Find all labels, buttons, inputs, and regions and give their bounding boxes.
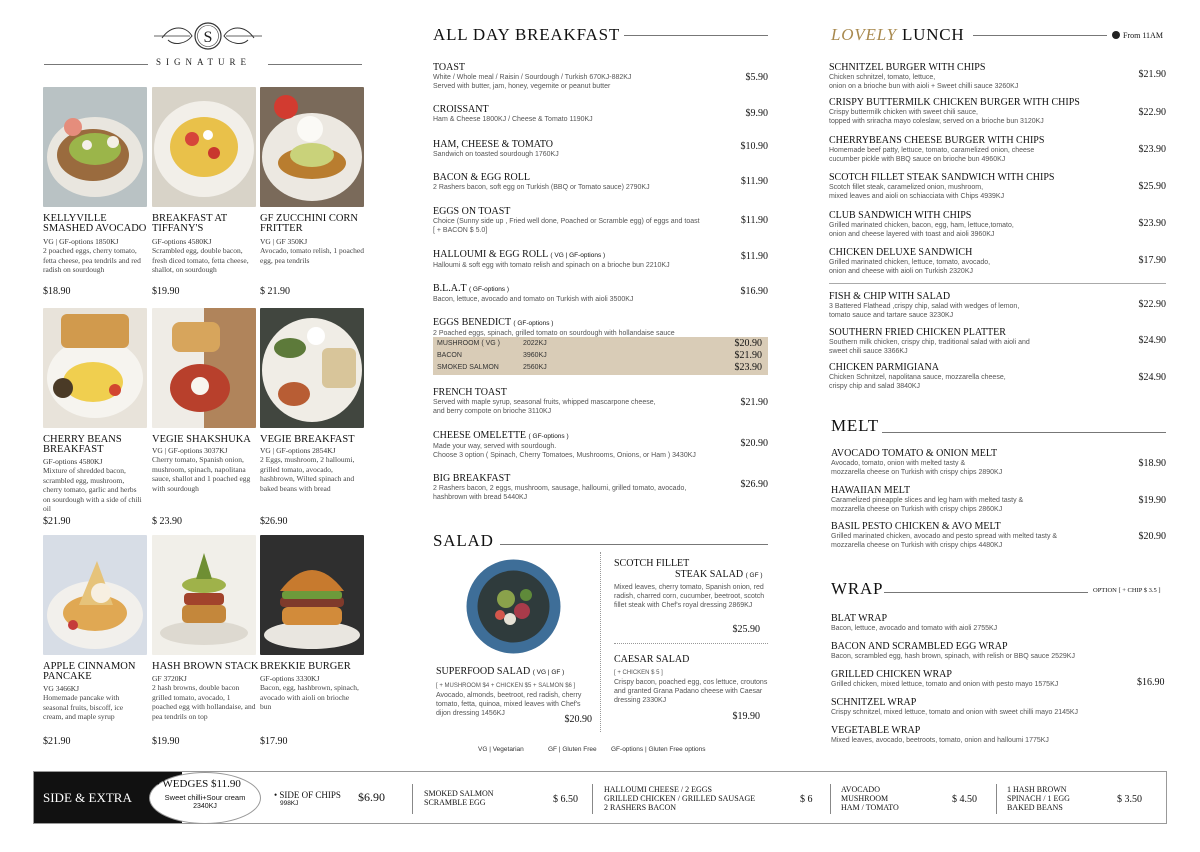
- benedict-option-name: BACON: [437, 352, 462, 359]
- item-desc: topped with sriracha mayo coleslaw, served on a brioche bun 3120KJ: [829, 118, 1044, 125]
- dish-meta: VG | GF-options 2854KJ: [260, 446, 336, 455]
- dish-photo-apple-pancake: [43, 535, 147, 655]
- wedges-name: WEDGES: [162, 778, 209, 790]
- dish-name: BREAKFAST AT TIFFANY'S: [152, 213, 227, 234]
- item-desc: Mixed leaves, cherry tomato, Spanish onion, red radish, charred corn, cucumber, beetroot, scotch fillet steak with Chef's royal dressing 2869KJ: [614, 584, 765, 609]
- item-price: $22.90: [1138, 299, 1166, 310]
- dish-desc: Mixture of shredded bacon, scrambled egg, mushroom, cherry tomato, garlic and herbs on sourdough with a side of chili oil: [43, 466, 142, 513]
- side-halloumi: [604, 785, 755, 812]
- item-name: [433, 283, 768, 295]
- dish-meta: VG | GF-options 1850KJ: [43, 237, 119, 246]
- item-name: HAWAIIAN MELT: [831, 485, 911, 496]
- item-desc: Served with butter, jam, honey, vegemite or peanut butter: [433, 83, 611, 90]
- dish-detail: [43, 684, 151, 722]
- dish-detail: [152, 446, 260, 493]
- side-salmon-line: SMOKED SALMON: [424, 789, 494, 798]
- dish-meta: GF-options 4580KJ: [43, 457, 103, 466]
- dish-photo-hash-brown-stack: [152, 535, 256, 655]
- dish-detail: [152, 237, 260, 275]
- menu-item: [831, 725, 1131, 745]
- dish-name: VEGIE SHAKSHUKA: [152, 434, 251, 445]
- item-desc: mixed leaves and aioli on schiacciata with Chips 4939KJ: [829, 193, 1005, 200]
- menu-item: [829, 362, 1166, 391]
- item-desc: Crispy buttermilk chicken with sweet chili sauce,: [829, 109, 978, 116]
- side-halloumi-price: $ 6: [800, 794, 813, 805]
- dish-photo-breakfast-tiffanys: [152, 87, 256, 207]
- dish-detail: [260, 674, 368, 712]
- item-tag: ( VG | GF-options ): [550, 252, 606, 259]
- side-salmon: [424, 789, 494, 807]
- item-price: $26.90: [740, 479, 768, 490]
- dish-photo-cherry-beans-breakfast: [43, 308, 147, 428]
- dish-photo-brekkie-burger: [260, 535, 364, 655]
- divider: [592, 784, 593, 814]
- item-name-text: B.L.A.T: [433, 283, 467, 294]
- item-desc: sweet chili sauce 3366KJ: [829, 348, 908, 355]
- item-price: $22.90: [1138, 107, 1166, 118]
- dish-detail: [260, 237, 368, 265]
- dish-price: $ 21.90: [260, 286, 290, 297]
- item-name: [433, 430, 768, 442]
- dish-name: [43, 662, 143, 682]
- side-avocado-line: MUSHROOM: [841, 794, 889, 803]
- lunch-title-rest: LUNCH: [901, 25, 965, 44]
- benedict-option-name: MUSHROOM ( VG ): [437, 340, 500, 347]
- item-price: $24.90: [1138, 372, 1166, 383]
- menu-item: [433, 387, 768, 416]
- dish-photo-smashed-avocado: [43, 87, 147, 207]
- superfood-salad-photo: [466, 559, 561, 654]
- dish-meta: VG 3466KJ: [43, 684, 80, 693]
- menu-item: [829, 135, 1166, 164]
- item-price: $16.90: [740, 286, 768, 297]
- side-avocado: [841, 785, 899, 812]
- item-name: CRISPY BUTTERMILK CHICKEN BURGER WITH CHIPS: [829, 97, 1080, 108]
- superfood-salad: [436, 666, 592, 725]
- item-price: $17.90: [1138, 255, 1166, 266]
- dish-photo-zucchini-fritter: [260, 87, 364, 207]
- signature-title: SIGNATURE: [156, 57, 252, 67]
- legend-gf: GF | Gluten Free: [548, 746, 597, 753]
- dish-detail: [260, 446, 368, 493]
- menu-item: [829, 327, 1166, 356]
- item-desc: Caramelized pineapple slices and leg ham with melted tasty &: [831, 497, 1024, 504]
- side-hashbrown-line: SPINACH / 1 EGG: [1007, 794, 1070, 803]
- item-price: $23.90: [1138, 144, 1166, 155]
- item-name-text: EGGS BENEDICT: [433, 317, 511, 328]
- side-salmon-price: $ 6.50: [553, 794, 578, 805]
- item-price: $24.90: [1138, 335, 1166, 346]
- menu-item: [831, 613, 1131, 633]
- item-name: SCOTCH FILLET: [614, 558, 690, 569]
- dish-desc: 2 Eggs, mushroom, 2 halloumi, grilled tomato, avocado, hashbrown, Wilted spinach and baked beans with bread: [260, 455, 355, 493]
- divider: [829, 283, 1166, 284]
- menu-item: [433, 139, 768, 159]
- item-desc: hashbrown with bread 5440KJ: [433, 494, 528, 501]
- item-price: $11.90: [740, 215, 768, 226]
- menu-item: [829, 172, 1166, 201]
- item-name: VEGETABLE WRAP: [831, 725, 921, 736]
- dish-desc: Avocado, tomato relish, 1 poached egg, pea tendrils: [260, 246, 364, 265]
- item-desc: Mixed leaves, avocado, beetroots, tomato, onion and halloumi 1775KJ: [831, 737, 1049, 744]
- item-desc: Halloumi & soft egg with tomato relish and spinach on a brioche bun 2210KJ: [433, 262, 670, 269]
- dish-price: $21.90: [43, 516, 71, 527]
- item-price: $18.90: [1138, 458, 1166, 469]
- item-price: $21.90: [1138, 69, 1166, 80]
- divider: [882, 432, 1166, 433]
- item-name: CROISSANT: [433, 104, 489, 115]
- divider: [830, 784, 831, 814]
- side-chips-price: $6.90: [358, 790, 385, 804]
- dish-detail: [152, 674, 260, 721]
- item-name-text: STEAK SALAD: [675, 569, 744, 580]
- item-name: FISH & CHIP WITH SALAD: [829, 291, 951, 302]
- menu-item: [829, 210, 1166, 239]
- dish-meta: VG | GF 350KJ: [260, 237, 308, 246]
- lunch-from-time: From 11AM: [1123, 31, 1163, 40]
- signature-logo-icon: [152, 16, 264, 56]
- divider: [44, 64, 148, 65]
- dish-price: $26.90: [260, 516, 288, 527]
- dish-desc: Homemade pancake with seasonal fruits, biscoff, ice cream, and maple syrup: [43, 693, 124, 721]
- dish-name: CHERRY BEANS BREAKFAST: [43, 434, 122, 455]
- dish-desc: 2 hash browns, double bacon grilled tomato, avocado, 1 poached egg with hollandaise, and pea tendrils on top: [152, 683, 256, 721]
- item-desc: tomato sauce and tartare sauce 3230KJ: [829, 312, 954, 319]
- item-name: AVOCADO TOMATO & ONION MELT: [831, 448, 998, 459]
- item-desc: Chicken schnitzel, tomato, lettuce,: [829, 74, 936, 81]
- dish-name: KELLYVILLE SMASHED AVOCADO: [43, 213, 147, 234]
- item-desc: Bacon, lettuce, avocado and tomato with aioli 2755KJ: [831, 625, 998, 632]
- item-name: [614, 569, 768, 581]
- side-extra-title: SIDE & EXTRA: [34, 772, 182, 823]
- side-chips: • SIDE OF CHIPS: [274, 790, 341, 800]
- dish-meta: GF-options 4580KJ: [152, 237, 212, 246]
- item-desc: White / Whole meal / Raisin / Sourdough / Turkish 670KJ-882KJ: [433, 74, 632, 81]
- item-extras: [ + CHICKEN $ 5 ]: [614, 670, 663, 676]
- legend-vg: VG | Vegetarian: [478, 746, 524, 753]
- item-desc: Crispy bacon, poached egg, cos lettuce, croutons and granted Grana Padano cheese with Caesar dressing 2330KJ: [614, 679, 768, 704]
- wedges-sub: Sweet chilli+Sour cream: [164, 793, 246, 802]
- item-name: SCHNITZEL BURGER WITH CHIPS: [829, 62, 986, 73]
- item-tag: ( GF-options ): [528, 433, 569, 440]
- melt-title: MELT: [831, 416, 879, 435]
- item-desc: 3 Battered Flathead ,crispy chip, salad with wedges of lemon,: [829, 303, 1020, 310]
- item-price: $10.90: [740, 141, 768, 152]
- menu-item: [433, 172, 768, 192]
- menu-item: [433, 430, 768, 460]
- side-halloumi-line: HALLOUMI CHEESE / 2 EGGS: [604, 785, 712, 794]
- item-name-text: HALLOUMI & EGG ROLL: [433, 249, 548, 260]
- legend-gf-options: GF-options | Gluten Free options: [611, 746, 706, 753]
- benedict-option-kj: 2022KJ: [523, 340, 547, 347]
- item-name: BIG BREAKFAST: [433, 473, 511, 484]
- dish-desc: 2 poached eggs, cherry tomato, fetta cheese, pea tendrils and red radish on sourdough: [43, 246, 141, 274]
- item-tag: ( GF ): [745, 572, 763, 579]
- benedict-option-price: $23.90: [734, 362, 762, 373]
- item-name: BACON AND SCRAMBLED EGG WRAP: [831, 641, 1008, 652]
- dish-price: $19.90: [152, 736, 180, 747]
- menu-item: [831, 485, 1166, 514]
- dish-desc: Cherry tomato, Spanish onion, mushroom, spinach, napolitana sauce, shallot and 1 poached egg with sourdough: [152, 455, 251, 493]
- menu-item: [829, 97, 1166, 126]
- menu-item: [831, 521, 1166, 550]
- menu-item: [831, 641, 1131, 661]
- item-name: SOUTHERN FRIED CHICKEN PLATTER: [829, 327, 1006, 338]
- divider: [412, 784, 413, 814]
- side-chips-kj: 998KJ: [280, 800, 299, 807]
- item-desc: cucumber pickle with BBQ sauce on brioche bun 4960KJ: [829, 156, 1006, 163]
- item-name: CHERRYBEANS CHEESE BURGER WITH CHIPS: [829, 135, 1045, 146]
- item-name: CHICKEN PARMIGIANA: [829, 362, 939, 373]
- lunch-title-accent: LOVELY: [831, 25, 897, 44]
- item-name: [433, 249, 768, 261]
- menu-item: [433, 317, 768, 338]
- lunch-title: [831, 25, 965, 45]
- item-name: CLUB SANDWICH WITH CHIPS: [829, 210, 972, 221]
- item-desc: [ + BACON $ 5.0]: [433, 227, 488, 234]
- menu-item: [831, 669, 1131, 689]
- benedict-option-name: SMOKED SALMON: [437, 364, 499, 371]
- divider: [973, 35, 1107, 36]
- item-name: SCHNITZEL WRAP: [831, 697, 917, 708]
- item-desc: mozzarella cheese on Turkish with crispy chips 4480KJ: [831, 542, 1003, 549]
- wrap-chip-option: OPTION [ + CHIP $ 3.5 ]: [1093, 587, 1161, 594]
- item-desc: Southern milk chicken, crispy chip, traditional salad with aioli and: [829, 339, 1030, 346]
- item-desc: Bacon, lettuce, avocado and tomato on Turkish with aioli 3500KJ: [433, 296, 634, 303]
- item-extras: [ + MUSHROOM $4 + CHICKEN $5 + SALMON $6 ]: [436, 683, 576, 689]
- item-price: $20.90: [564, 714, 592, 725]
- item-price: $9.90: [745, 108, 768, 119]
- item-name: BACON & EGG ROLL: [433, 172, 530, 183]
- benedict-option-kj: 2560KJ: [523, 364, 547, 371]
- item-tag: ( VG | GF ): [532, 669, 565, 676]
- divider: [268, 64, 362, 65]
- item-price: $19.90: [1138, 495, 1166, 506]
- dish-meta: VG | GF-options 3037KJ: [152, 446, 228, 455]
- dish-price: $ 23.90: [152, 516, 182, 527]
- item-price: $20.90: [740, 438, 768, 449]
- wrap-title: WRAP: [831, 579, 884, 598]
- dish-name-text: APPLE CINNAMON PANCAKE: [43, 661, 136, 682]
- divider: [996, 784, 997, 814]
- item-name-text: SUPERFOOD SALAD: [436, 666, 531, 677]
- item-price: $11.90: [740, 251, 768, 262]
- item-desc: onion and cheese with aioli on Turkish 2320KJ: [829, 268, 973, 275]
- item-name: FRENCH TOAST: [433, 387, 507, 398]
- item-desc: 2 Poached eggs, spinach, grilled tomato on sourdough with hollandaise sauce: [433, 330, 675, 337]
- menu-item: [829, 62, 1166, 91]
- menu-item: [433, 283, 768, 304]
- item-desc: Served with maple syrup, seasonal fruits, whipped mascarpone cheese,: [433, 399, 656, 406]
- item-desc: crispy chip and salad 3840KJ: [829, 383, 921, 390]
- item-name: [433, 317, 768, 329]
- side-halloumi-line: GRILLED CHICKEN / GRILLED SAUSAGE: [604, 794, 756, 803]
- dish-name: VEGIE BREAKFAST: [260, 434, 355, 445]
- clock-dot-icon: [1112, 31, 1120, 39]
- dish-name: HASH BROWN STACK: [152, 661, 259, 672]
- svg-text:S: S: [203, 29, 213, 46]
- benedict-option-kj: 3960KJ: [523, 352, 547, 359]
- item-price: $11.90: [740, 176, 768, 187]
- dish-price: $21.90: [43, 736, 71, 747]
- item-desc: and berry compote on brioche 3110KJ: [433, 408, 552, 415]
- item-desc: Avocado, almonds, beetroot, red radish, cherry tomato, fetta, quinoa, mixed leaves with Chef's dijon dressing 1456KJ: [436, 692, 582, 717]
- side-chips-name: SIDE OF CHIPS: [279, 790, 341, 800]
- dish-price: $19.90: [152, 286, 180, 297]
- dish-desc: Bacon, egg, hashbrown, spinach, avocado with aioli on brioche bun: [260, 683, 359, 711]
- item-desc: Sandwich on toasted sourdough 1760KJ: [433, 151, 559, 158]
- dish-detail: [43, 237, 151, 275]
- side-avocado-line: AVOCADO: [841, 785, 880, 794]
- dish-photo-vegie-shakshuka: [152, 308, 256, 428]
- item-desc: Bacon, scrambled egg, hash brown, spinach, with relish or BBQ sauce 2529KJ: [831, 653, 1075, 660]
- wedges-price: $11.90: [210, 778, 241, 790]
- item-desc: onion on a brioche bun with aioli + Sweet chilli sauce 3260KJ: [829, 83, 1019, 90]
- item-desc: onion and cheese layered with toast and aioli 3960KJ: [829, 231, 995, 238]
- side-hashbrown: [1007, 785, 1070, 812]
- divider: [624, 35, 768, 36]
- item-price: $20.90: [1138, 531, 1166, 542]
- side-avocado-line: HAM / TOMATO: [841, 803, 899, 812]
- item-desc: Made your way, served with sourdough.: [433, 443, 557, 450]
- item-tag: ( GF-options ): [513, 320, 554, 327]
- side-salmon-line: SCRAMBLE EGG: [424, 798, 486, 807]
- wedges-title: • WEDGES $11.90: [156, 778, 241, 790]
- dish-detail: [43, 457, 151, 514]
- dish-meta: GF 3720KJ: [152, 674, 187, 683]
- side-hashbrown-line: BAKED BEANS: [1007, 803, 1063, 812]
- item-desc: 2 Rashers bacon, 2 eggs, mushroom, sausage, halloumi, grilled tomato, avocado,: [433, 485, 687, 492]
- dish-price: $18.90: [43, 286, 71, 297]
- divider: [884, 592, 1088, 593]
- item-price: $19.90: [732, 711, 760, 722]
- item-price: $25.90: [732, 624, 760, 635]
- item-name: CHICKEN DELUXE SANDWICH: [829, 247, 973, 258]
- item-name: BASIL PESTO CHICKEN & AVO MELT: [831, 521, 1001, 532]
- dish-desc: Scrambled egg, double bacon, fresh diced tomato, fetta cheese, shallot, on sourdough: [152, 246, 249, 274]
- menu-item: [433, 249, 768, 270]
- item-desc: Grilled marinated chicken, lettuce, tomato, avocado,: [829, 259, 991, 266]
- side-hashbrown-line: 1 HASH BROWN: [1007, 785, 1067, 794]
- item-desc: mozzarella cheese on Turkish with crispy chips 2890KJ: [831, 469, 1003, 476]
- divider: [500, 544, 768, 545]
- menu-item: [433, 104, 768, 124]
- menu-item: [831, 697, 1131, 717]
- wedges-kj: 2340KJ: [193, 803, 217, 810]
- menu-item: [433, 206, 768, 235]
- menu-item: [433, 62, 768, 91]
- item-name: EGGS ON TOAST: [433, 206, 511, 217]
- item-name: GRILLED CHICKEN WRAP: [831, 669, 952, 680]
- wedges-badge: [149, 772, 261, 824]
- wrap-price: $16.90: [1137, 677, 1165, 688]
- item-tag: ( GF-options ): [468, 286, 510, 293]
- menu-item: [831, 448, 1166, 477]
- side-hashbrown-price: $ 3.50: [1117, 794, 1142, 805]
- menu-item: [829, 247, 1166, 276]
- item-desc: Crispy schnitzel, mixed lettuce, tomato and onion with sweet chilli mayo 2145KJ: [831, 709, 1079, 716]
- item-desc: Choice (Sunny side up , Fried well done, Poached or Scramble egg) of eggs and toast: [433, 218, 700, 225]
- side-halloumi-line: 2 RASHERS BACON: [604, 803, 677, 812]
- divider: [600, 552, 601, 732]
- side-extra-bar: [33, 771, 1167, 824]
- item-price: $5.90: [745, 72, 768, 83]
- item-name: [436, 666, 592, 678]
- item-price: $21.90: [740, 397, 768, 408]
- item-desc: Homemade beef patty, lettuce, tomato, caramelized onion, cheese: [829, 147, 1035, 154]
- divider: [614, 643, 768, 644]
- item-desc: Scotch fillet steak, caramelized onion, mushroom,: [829, 184, 984, 191]
- scotch-fillet-salad: [614, 558, 768, 635]
- item-name: BLAT WRAP: [831, 613, 888, 624]
- item-price: $25.90: [1138, 181, 1166, 192]
- item-name: CAESAR SALAD: [614, 654, 690, 665]
- item-desc: Grilled marinated chicken, avocado and pesto spread with melted tasty &: [831, 533, 1058, 540]
- dish-photo-vegie-breakfast: [260, 308, 364, 428]
- item-desc: Choose 3 option ( Spinach, Cherry Tomatoes, Mushrooms, Onions, or Ham ) 3430KJ: [433, 452, 696, 459]
- item-desc: Grilled chicken, mixed lettuce, tomato and onion with pesto mayo 1575KJ: [831, 681, 1059, 688]
- item-name: TOAST: [433, 62, 466, 73]
- item-price: $23.90: [1138, 218, 1166, 229]
- benedict-options: [433, 337, 768, 375]
- item-desc: 2 Rashers bacon, soft egg on Turkish (BBQ or Tomato sauce) 2790KJ: [433, 184, 650, 191]
- side-avocado-price: $ 4.50: [952, 794, 977, 805]
- benedict-option-price: $21.90: [734, 350, 762, 361]
- menu-item: [433, 473, 768, 502]
- item-desc: Chicken Schnitzel, napolitana sauce, mozzarella cheese,: [829, 374, 1006, 381]
- dish-meta: GF-options 3330KJ: [260, 674, 320, 683]
- dish-name: BREKKIE BURGER: [260, 661, 351, 672]
- breakfast-title: ALL DAY BREAKFAST: [433, 25, 621, 44]
- item-desc: Grilled marinated chicken, bacon, egg, ham, lettuce,tomato,: [829, 222, 1014, 229]
- dish-price: $17.90: [260, 736, 288, 747]
- item-desc: mozzarella cheese on Turkish with crispy chips 2860KJ: [831, 506, 1003, 513]
- caesar-salad: [614, 654, 768, 722]
- item-desc: Avocado, tomato, onion with melted tasty &: [831, 460, 966, 467]
- item-desc: Ham & Cheese 1800KJ / Cheese & Tomato 1190KJ: [433, 116, 593, 123]
- dish-name: GF ZUCCHINI CORN FRITTER: [260, 213, 359, 234]
- benedict-option-price: $20.90: [734, 338, 762, 349]
- item-name: HAM, CHEESE & TOMATO: [433, 139, 554, 150]
- salad-title: SALAD: [433, 531, 494, 550]
- item-name-text: CHEESE OMELETTE: [433, 430, 527, 441]
- menu-item: [829, 291, 1166, 320]
- item-name: SCOTCH FILLET STEAK SANDWICH WITH CHIPS: [829, 172, 1055, 183]
